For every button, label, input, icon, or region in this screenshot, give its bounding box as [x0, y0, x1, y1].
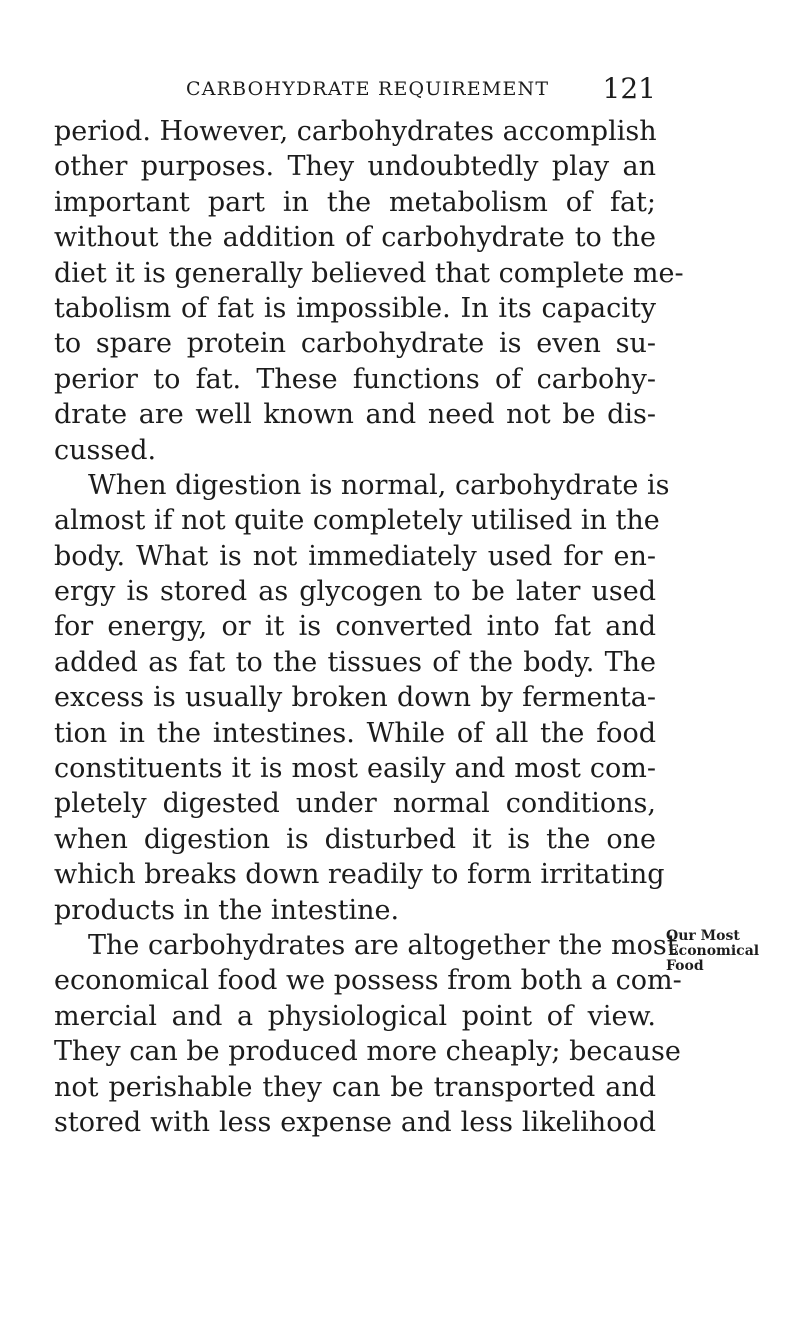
text-line: mercial and a physiological point of view.	[54, 1000, 656, 1032]
text-line: cussed.	[54, 434, 157, 466]
paragraph-start-line: When digestion is normal, carbohydrate is	[88, 469, 670, 501]
text-line: when digestion is disturbed it is the one	[54, 823, 656, 855]
text-line: tabolism of fat is impossible. In its capacity	[54, 292, 656, 324]
text-line: perior to fat. These functions of carbohy-	[54, 363, 656, 395]
text-line: ergy is stored as glycogen to be later used	[54, 576, 656, 608]
text-line: almost if not quite completely utilised in the	[54, 505, 660, 537]
margin-note-line: Economical	[668, 943, 760, 959]
body-text	[54, 114, 684, 1140]
text-line: They can be produced more cheaply; because	[54, 1036, 681, 1068]
text-line: body. What is not immediately used for en-	[54, 540, 656, 572]
text-line: economical food we possess from both a com-	[54, 965, 682, 997]
text-line: to spare protein carbohydrate is even su-	[54, 328, 656, 360]
text-line: for energy, or it is converted into fat and	[54, 611, 656, 643]
margin-note-line: Food	[666, 958, 704, 974]
text-line: period. However, carbohydrates accomplish	[54, 116, 657, 147]
text-line: stored with less expense and less likelihood	[54, 1106, 656, 1138]
text-line: constituents it is most easily and most com-	[54, 753, 656, 785]
text-line: tion in the intestines. While of all the food	[54, 717, 656, 749]
text-line: which breaks down readily to form irritating	[54, 859, 665, 891]
text-line: excess is usually broken down by fermenta-	[54, 682, 656, 714]
text-line: diet it is generally believed that complete me-	[54, 257, 684, 289]
running-head	[186, 72, 656, 106]
running-title: CARBOHYDRATE REQUIREMENT	[186, 78, 550, 100]
text-line: drate are well known and need not be dis-	[54, 399, 656, 431]
text-line: pletely digested under normal conditions,	[54, 788, 656, 820]
text-line: added as fat to the tissues of the body. The	[54, 646, 656, 678]
margin-note	[666, 929, 796, 974]
text-line: other purposes. They undoubtedly play an	[54, 151, 656, 183]
margin-note-line: Our Most	[666, 928, 740, 944]
text-line: without the addition of carbohydrate to the	[54, 222, 656, 254]
text-line: not perishable they can be transported and	[54, 1071, 656, 1103]
page-number: 121	[602, 72, 656, 105]
text-line: products in the intestine.	[54, 894, 400, 926]
text-line: important part in the metabolism of fat;	[54, 186, 656, 218]
paragraph-start-line: The carbohydrates are altogether the most	[88, 929, 678, 961]
